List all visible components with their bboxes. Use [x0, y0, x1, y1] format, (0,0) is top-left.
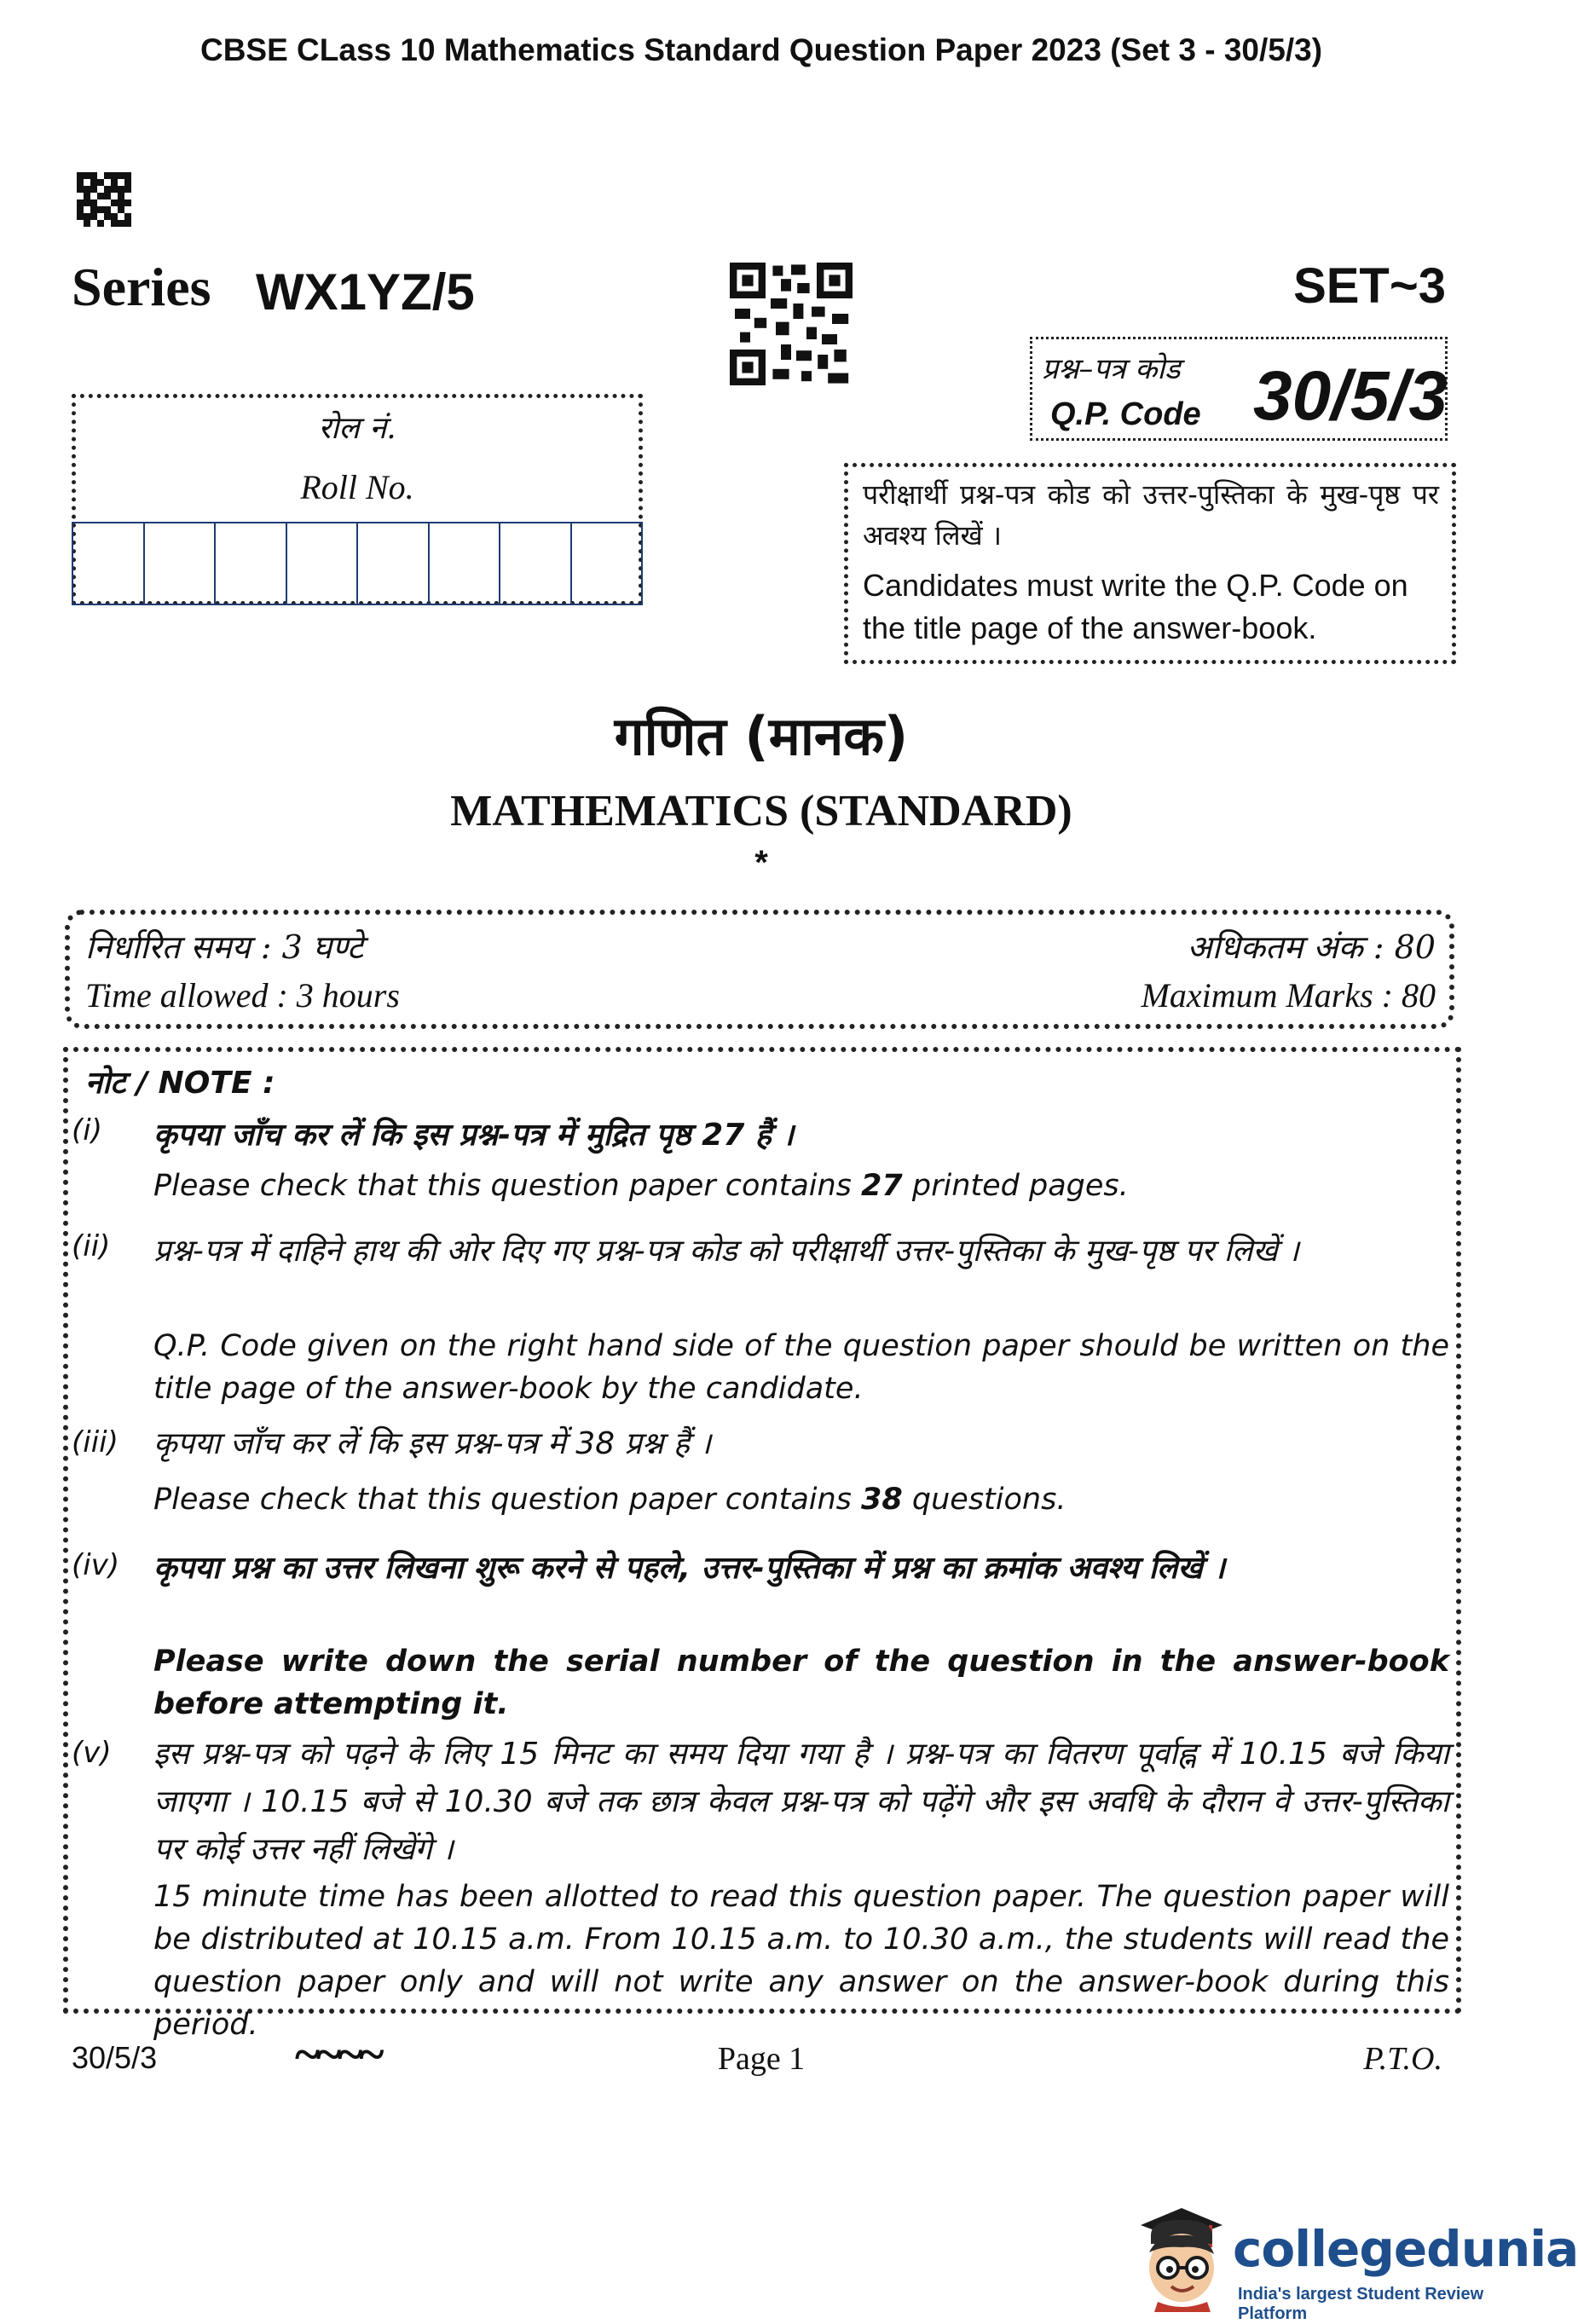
note-number: (i) [72, 1113, 102, 1148]
time-allowed-hindi: निर्धारित समय : 3 घण्टे [85, 928, 364, 966]
note-english: Q.P. Code given on the right hand side of the question paper should be written on the title page of the answer-book by the candidate. [153, 1329, 1449, 1406]
small-qr-code-icon [77, 172, 131, 227]
brand-tagline: India's largest Student Review Platform [1238, 2285, 1484, 2323]
note-hindi: कृपया प्रश्न का उत्तर लिखना शुरू करने से पहले, उत्तर-पुस्तिका में प्रश्न का क्रमांक अवश्य लिखें । [153, 1551, 1225, 1586]
subject-title-hindi: गणित (मानक) [614, 705, 909, 767]
page-title: CBSE CLass 10 Mathematics Standard Question Paper 2023 (Set 3 - 30/5/3) [199, 32, 1323, 67]
roll-number-cell[interactable] [72, 522, 143, 605]
note-english: Please check that this question paper contains 38 questions. [153, 1483, 1066, 1517]
note-hindi: कृपया जाँच कर लें कि इस प्रश्न-पत्र में 38 प्रश्न हैं । [153, 1426, 712, 1461]
subject-title-english: MATHEMATICS (STANDARD) [450, 787, 1072, 835]
footer-decoration: ~~~~ [295, 2028, 381, 2081]
time-allowed-english: Time allowed : 3 hours [85, 976, 400, 1015]
roll-number-grid [72, 522, 643, 605]
roll-number-english-label: Roll No. [300, 468, 414, 506]
note-hindi: कृपया जाँच कर लें कि इस प्रश्न-पत्र में मुद्रित पृष्ठ 27 हैं । [153, 1118, 795, 1153]
note-hindi: इस प्रश्न-पत्र को पढ़ने के लिए 15 मिनट का समय दिया गया है । प्रश्न-पत्र का वितरण पूर्वाह्न में 10.15 बजे किया जाएगा । 10.15 बजे से 10.30 बजे तक छात्र केवल प्रश्न-पत्र को पढ़ेंगे और इस अवधि के दौरान वे उत्तर-पुस्तिका पर कोई उत्तर नहीं लिखेंगे । [153, 1737, 1449, 1867]
note-number: (iii) [72, 1425, 118, 1460]
collegedunia-mascot-icon [1132, 2201, 1231, 2312]
roll-number-hindi-label: रोल नं. [318, 411, 396, 446]
roll-number-cell[interactable] [570, 522, 644, 605]
maximum-marks-english: Maximum Marks : 80 [1141, 976, 1436, 1015]
note-hindi: प्रश्न-पत्र में दाहिने हाथ की ओर दिए गए प्रश्न-पत्र कोड को परीक्षार्थी उत्तर-पुस्तिका के मुख-पृष्ठ पर लिखें । [153, 1234, 1299, 1269]
note-number: (ii) [72, 1229, 111, 1263]
footer-qp-code: 30/5/3 [72, 2040, 158, 2075]
note-english: 15 minute time has been allotted to read this question paper. The question paper will be distributed at 10.15 a.m. From 10.15 a.m. to 10.30 a.m., the students will read the question paper only and will not write any answer on the answer-book during this period. [153, 1880, 1449, 2042]
note-english: Please check that this question paper contains 27 printed pages. [153, 1169, 1129, 1203]
roll-number-cell[interactable] [499, 522, 570, 605]
maximum-marks-hindi: अधिकतम अंक : 80 [1187, 928, 1436, 966]
footer-page-number: Page 1 [717, 2041, 806, 2077]
roll-number-cell[interactable] [428, 522, 500, 605]
qp-code-hindi-label: प्रश्न–पत्र कोड [1042, 352, 1181, 386]
notes-heading: नोट / NOTE : [85, 1066, 275, 1101]
qr-code-icon [730, 263, 853, 385]
footer-pto: P.T.O. [1363, 2041, 1442, 2077]
brand-name: collegedunia [1233, 2220, 1578, 2278]
subject-marker: * [754, 844, 768, 882]
candidate-instruction-hindi: परीक्षार्थी प्रश्न-पत्र कोड को उत्तर-पुस्तिका के मुख-पृष्ठ पर अवश्य लिखें । [863, 478, 1439, 552]
note-number: (iv) [72, 1548, 120, 1582]
roll-number-cell[interactable] [214, 522, 286, 605]
set-label: SET~3 [1293, 258, 1446, 314]
roll-number-cell[interactable] [143, 522, 215, 605]
roll-number-cell[interactable] [286, 522, 357, 605]
note-english: Please write down the serial number of the question in the answer-book before attempting it. [153, 1645, 1449, 1721]
qp-code-value: 30/5/3 [1253, 357, 1448, 435]
series-label: Series [72, 257, 211, 317]
roll-number-cell[interactable] [356, 522, 428, 605]
note-number: (v) [72, 1736, 112, 1770]
candidate-instruction-english: Candidates must write the Q.P. Code on the title page of the answer-book. [863, 568, 1408, 645]
series-code: WX1YZ/5 [256, 263, 475, 321]
qp-code-english-label: Q.P. Code [1050, 396, 1201, 432]
